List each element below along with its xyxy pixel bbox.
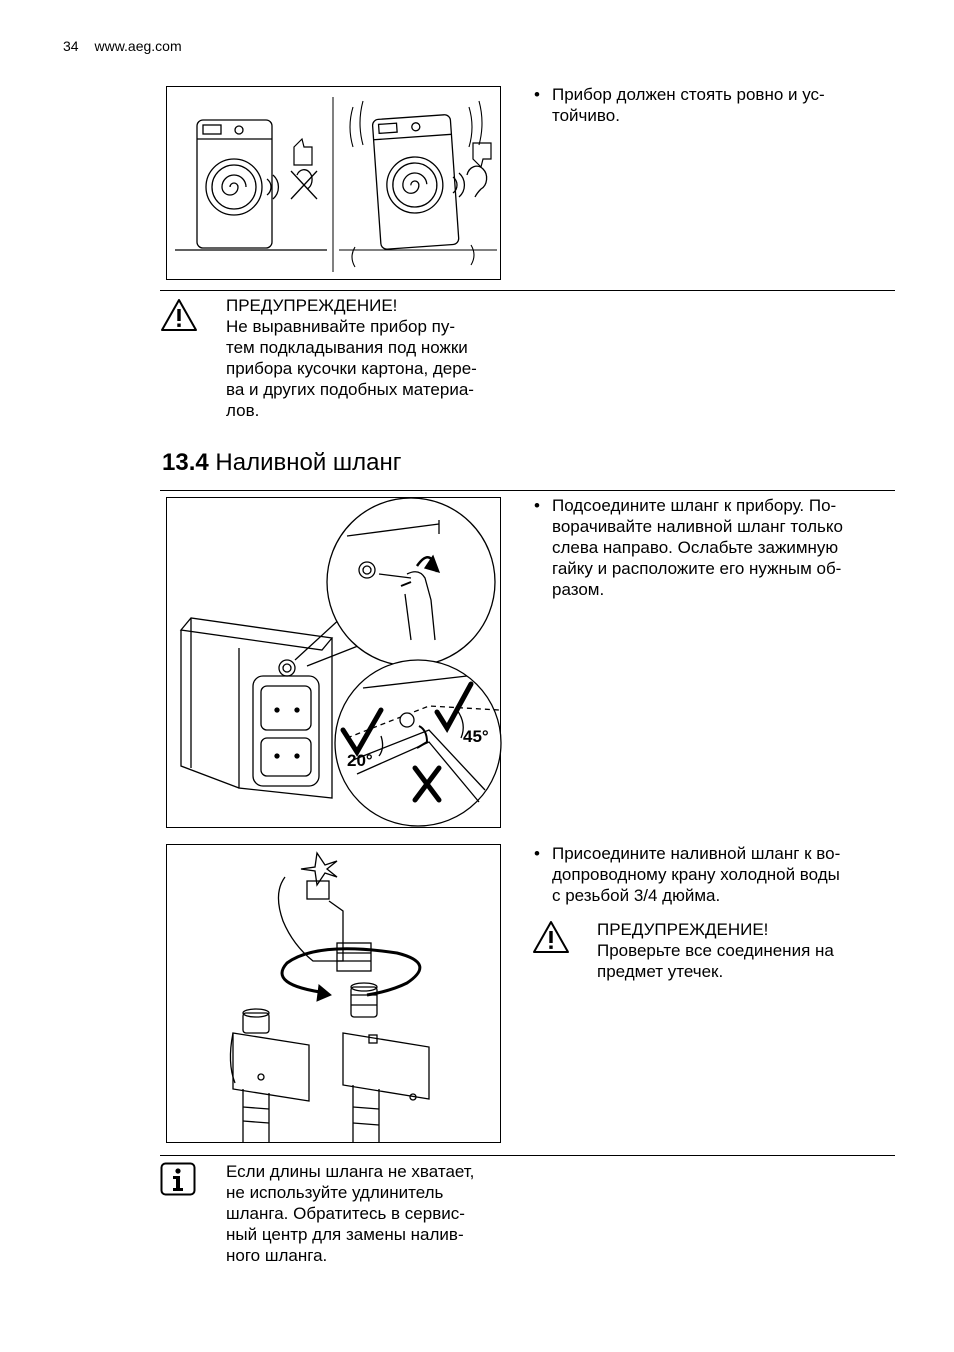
bullet-dot: • (534, 496, 540, 515)
water-tap-icon (278, 853, 371, 971)
info-icon (160, 1162, 196, 1198)
angle-label-left: 20° (347, 751, 373, 770)
site-url: www.aeg.com (94, 38, 182, 54)
hose-fitting-right-icon (343, 983, 429, 1143)
bullet-hose-connect (534, 495, 904, 605)
no-sound-icon (267, 170, 317, 199)
section-title: Наливной шланг (215, 449, 402, 476)
section-number: 13.4 (162, 449, 209, 476)
zoom-detail-top (295, 498, 495, 666)
page-number: 34 (63, 38, 79, 54)
thumbs-down-icon (473, 143, 491, 167)
section-heading (162, 449, 402, 477)
figure-hose-connection (166, 497, 501, 828)
bullet-level (534, 84, 904, 134)
thumbs-up-icon (294, 139, 312, 165)
warning-triangle-icon (531, 919, 571, 955)
washer-tilted-icon (372, 114, 459, 249)
hose-fitting-left-icon (230, 1009, 309, 1143)
hose-connection-illustration (167, 498, 502, 829)
page-header (63, 38, 182, 54)
divider (160, 290, 895, 291)
tap-connection-illustration (167, 845, 502, 1144)
warning-triangle-icon (159, 297, 199, 333)
bullet-hose-connect-text: Подсоедините шланг к прибору. По- ворачивайте наливной шланг только слева направо. Ослабьте зажимную гайку и расположите его нужным об- разом. (552, 496, 843, 599)
angle-label-right: 45° (463, 727, 489, 746)
figure-level-washer (166, 86, 501, 280)
figure-tap-connection (166, 844, 501, 1143)
bullet-tap-connect-text: Присоедините наливной шланг к во- допроводному крану холодной воды с резьбой 3/4 дюйма. (552, 844, 841, 905)
vibration-lines-icon (339, 101, 497, 267)
bullet-dot: • (534, 85, 540, 104)
warning-title: ПРЕДУПРЕЖДЕНИЕ! (226, 296, 398, 315)
warning-text: Не выравнивайте прибор пу- тем подкладывания под ножки прибора кусочки картона, дере- ва и других подобных материа- лов. (226, 317, 477, 420)
level-illustration (167, 87, 502, 281)
divider (160, 490, 895, 491)
washer-back-icon (181, 618, 332, 798)
bullet-tap-connect (534, 843, 904, 909)
divider (160, 1155, 895, 1156)
warning-text: Проверьте все соединения на предмет утечек. (597, 941, 834, 981)
bullet-dot: • (534, 844, 540, 863)
bullet-level-text: Прибор должен стоять ровно и ус- тойчиво. (552, 85, 825, 125)
info-text: Если длины шланга не хватает, не используйте удлинитель шланга. Обратитесь в сервис- ный центр для замены налив- ного шланга. (226, 1162, 475, 1265)
warning-title: ПРЕДУПРЕЖДЕНИЕ! (597, 920, 769, 939)
ear-icon (453, 166, 487, 197)
